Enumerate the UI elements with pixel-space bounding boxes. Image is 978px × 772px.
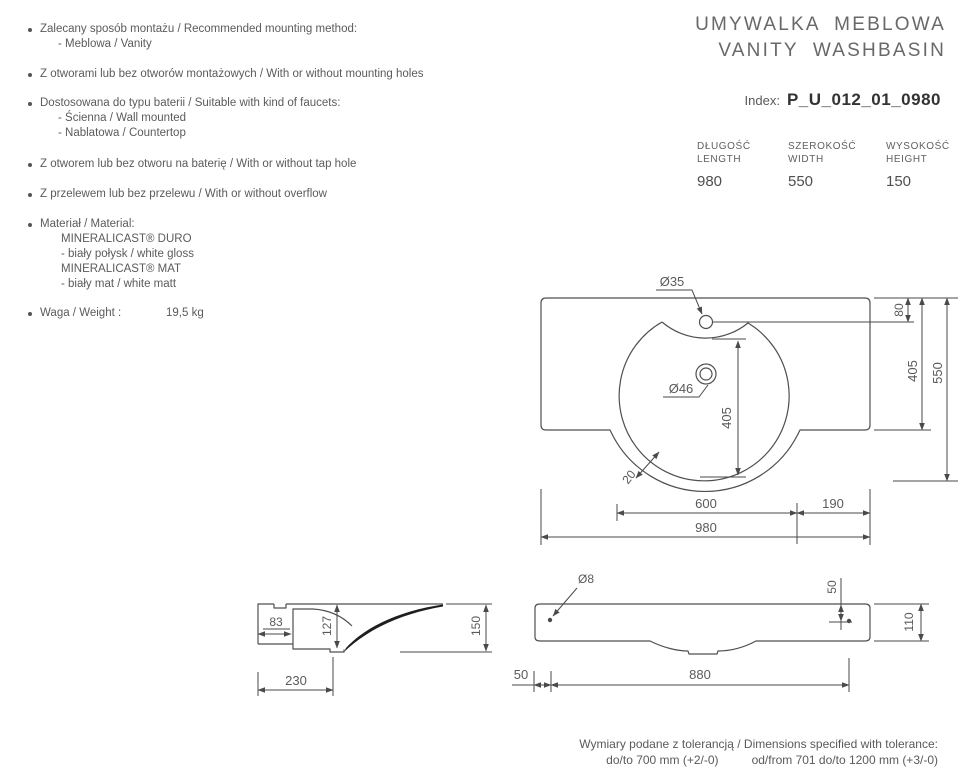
bowl-inner-edge — [619, 322, 789, 481]
index-value: P_U_012_01_0980 — [786, 90, 941, 109]
bullet-icon — [28, 28, 32, 32]
dim-col-width — [788, 141, 886, 190]
spec-text: Dostosowana do typu baterii / Suitable with kind of faucets: — [40, 97, 341, 109]
dim-value-width: 550 — [788, 173, 814, 190]
label-tap-hole: Ø35 — [659, 274, 685, 289]
label-190: 190 — [822, 496, 844, 511]
dim-header-en: WIDTH — [788, 153, 824, 165]
weight-label: Waga / Weight : — [40, 307, 122, 319]
dim-header-pl: SZEROKOŚĆ — [788, 141, 857, 152]
dim-header-pl: WYSOKOŚĆ — [886, 141, 950, 152]
bullet-icon — [28, 73, 32, 77]
product-title-pl: UMYWALKA MEBLOWA — [695, 14, 946, 35]
bullet-icon — [28, 193, 32, 197]
spec-item-material — [28, 217, 518, 292]
product-title-en: VANITY WASHBASIN — [718, 40, 946, 61]
label-50-top: 50 — [825, 580, 839, 594]
bullet-icon — [28, 163, 32, 167]
weight-value: 19,5 kg — [166, 307, 204, 319]
label-600: 600 — [695, 496, 717, 511]
profile-bottom-edge — [258, 644, 344, 652]
spec-subtext: - biały mat / white matt — [61, 278, 177, 290]
label-127: 127 — [320, 615, 334, 637]
tolerance-line2 — [579, 752, 938, 768]
label-880: 880 — [689, 667, 711, 682]
label-550: 550 — [930, 362, 945, 384]
product-title — [695, 12, 946, 64]
dim-col-length — [697, 141, 788, 190]
spec-item-overflow — [28, 187, 518, 202]
bullet-icon — [28, 223, 32, 227]
spec-text: Materiał / Material: — [40, 218, 135, 230]
mount-hole-left — [548, 618, 552, 622]
dim-header-pl: DŁUGOŚĆ — [697, 141, 751, 152]
dim-header-en: HEIGHT — [886, 153, 928, 165]
bullet-icon — [28, 312, 32, 316]
label-drain: Ø46 — [668, 381, 694, 396]
spec-subtext: - Meblowa / Vanity — [58, 38, 152, 50]
basin-top-outline — [541, 298, 870, 491]
spec-subtext: - Ścienna / Wall mounted — [58, 112, 187, 124]
spec-text: Z otworami lub bez otworów montażowych / With or without mounting holes — [40, 68, 424, 80]
spec-subtext: - Nablatowa / Countertop — [58, 127, 186, 139]
hole-leader — [553, 588, 577, 616]
front-view-drawing — [503, 563, 943, 698]
spec-text: Z przelewem lub bez przelewu / With or without overflow — [40, 188, 327, 200]
spec-list — [28, 16, 518, 321]
spec-item-tap-hole — [28, 157, 518, 172]
label-230: 230 — [285, 673, 307, 688]
drain-hole-outer — [696, 364, 716, 384]
label-50-bottom: 50 — [513, 667, 529, 682]
label-405-right: 405 — [905, 360, 920, 382]
spec-subtext: - biały połysk / white gloss — [61, 248, 194, 260]
spec-text: Zalecany sposób montażu / Recommended mounting method: — [40, 23, 358, 35]
spec-item-mounting — [28, 22, 518, 52]
top-view-drawing — [533, 268, 967, 552]
tap-hole — [700, 316, 713, 329]
spec-subtext: MINERALICAST® MAT — [61, 263, 182, 275]
tap-hole-leader — [656, 290, 702, 314]
dim-col-height — [886, 141, 950, 190]
front-outline — [535, 604, 870, 654]
spec-text: Z otworem lub bez otworu na baterię / With or without tap hole — [40, 158, 357, 170]
spec-subtext: MINERALICAST® DURO — [61, 233, 192, 245]
mount-hole-right — [847, 619, 851, 623]
label-hole-d8: Ø8 — [577, 572, 595, 586]
label-150: 150 — [469, 615, 483, 637]
label-80: 80 — [892, 303, 906, 317]
label-980: 980 — [695, 520, 717, 535]
dim-value-height: 150 — [886, 173, 912, 190]
drain-hole-inner — [700, 368, 712, 380]
index-label: Index: — [744, 93, 780, 108]
tolerance-small: do/to 700 mm (+2/-0) — [606, 753, 719, 767]
label-20: 20 — [619, 467, 639, 487]
label-83: 83 — [269, 615, 283, 629]
bullet-icon — [28, 102, 32, 106]
spec-item-faucets — [28, 96, 518, 141]
basin-wall-section — [344, 605, 443, 653]
tolerance-line1: Wymiary podane z tolerancją / Dimensions specified with tolerance: — [579, 737, 938, 751]
tolerance-large: od/from 701 do/to 1200 mm (+3/-0) — [751, 753, 938, 767]
spec-item-mounting-holes — [28, 67, 518, 82]
tolerance-note — [579, 736, 938, 768]
dimensions-table — [697, 141, 950, 190]
dim-value-length: 980 — [697, 173, 723, 190]
index-row — [745, 90, 941, 110]
mount-slot — [274, 604, 286, 608]
side-view-drawing — [248, 593, 500, 700]
spec-item-weight — [28, 306, 518, 321]
label-110: 110 — [902, 612, 916, 632]
label-405-bowl: 405 — [719, 407, 734, 429]
dim-header-en: LENGTH — [697, 153, 742, 165]
